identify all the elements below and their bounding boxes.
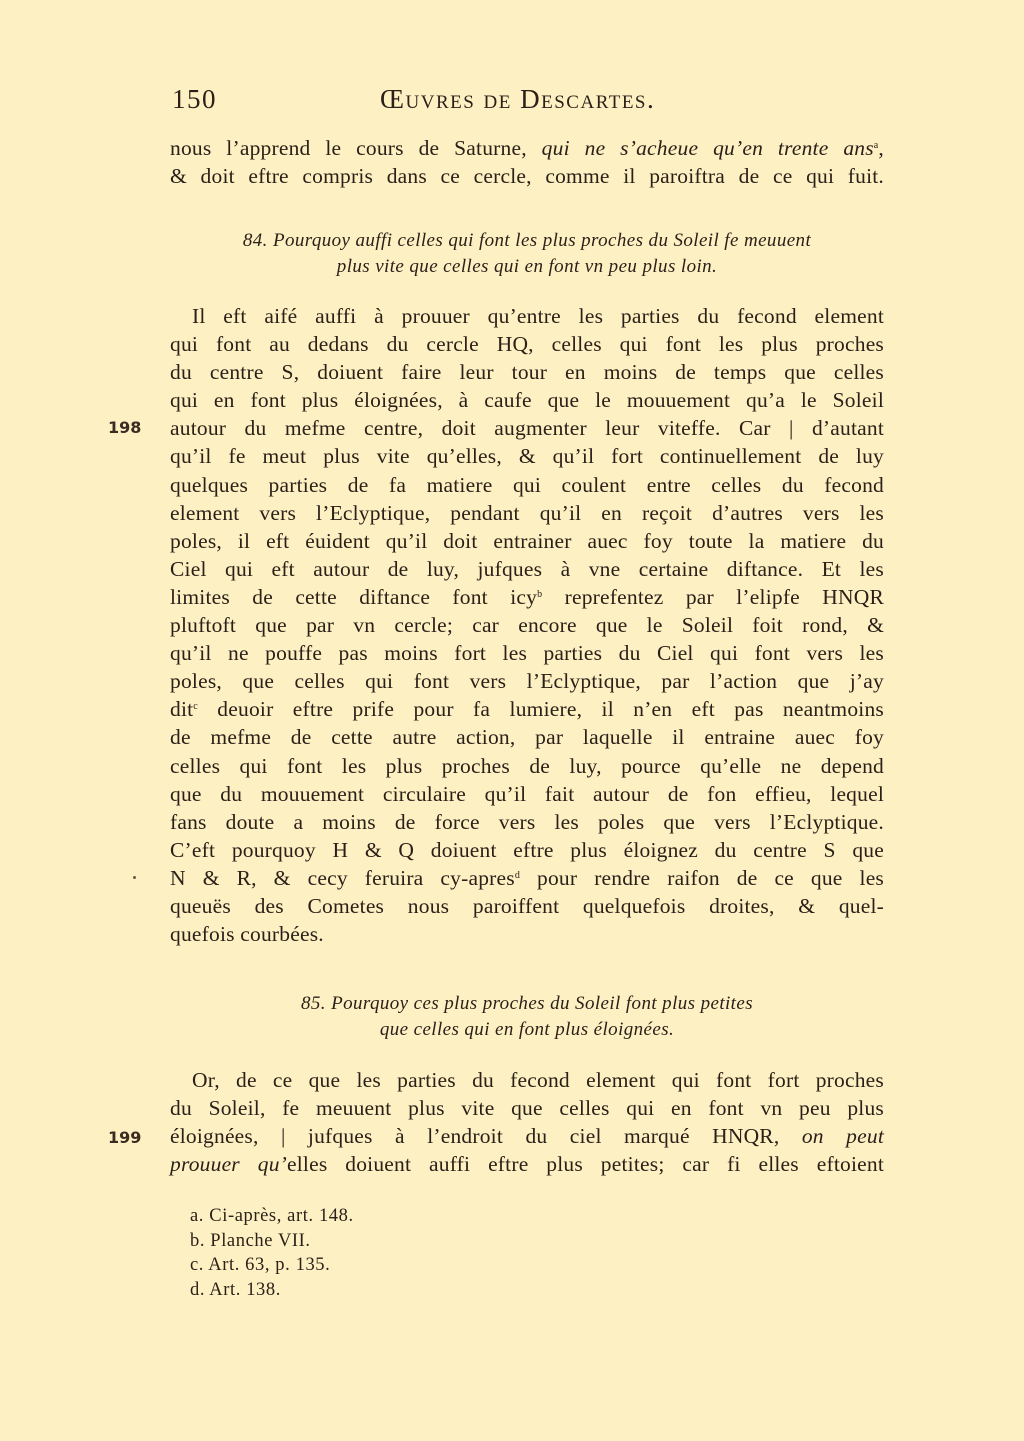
- heading-line: plus vite que celles qui en font vn peu plus loin.: [336, 256, 718, 277]
- text-line: du Soleil, fe meuuent plus vite que celles qui en font vn peu plus: [170, 1096, 884, 1121]
- footnote: a. Ci-après, art. 148.: [190, 1206, 354, 1226]
- text-line: qu’il ne pouffe pas moins fort les parties du Ciel qui font vers les: [170, 641, 884, 666]
- section-84-paragraph: [170, 302, 884, 948]
- footnote-marker: a: [873, 140, 879, 151]
- text-line: qui en font plus éloignées, à caufe que le mouuement qu’a le Soleil: [170, 388, 884, 413]
- page-number: 150: [172, 84, 217, 114]
- margin-page-ref: 198: [108, 418, 142, 437]
- text-line: poles, il eft éuident qu’il doit entrainer auec foy toute la matiere du: [170, 528, 884, 553]
- footnotes: [190, 1204, 354, 1302]
- page-header: [170, 84, 884, 120]
- footnote-marker: b: [537, 588, 543, 600]
- intro-paragraph: [170, 134, 884, 190]
- text-line: de mefme de cette autre action, par laquelle il entraine auec foy: [170, 725, 884, 750]
- section-heading-85: [170, 991, 884, 1043]
- text-line: Il eft aifé auffi à prouuer qu’entre les parties du fecond element: [192, 304, 884, 328]
- text-line: pluftoft que par vn cercle; car encore que le Soleil foit rond, &: [170, 613, 884, 638]
- text-line: C’eft pourquoy H & Q doiuent eftre plus éloignez du centre S que: [170, 837, 884, 862]
- text-line: du centre S, doiuent faire leur tour en moins de temps que celles: [170, 360, 884, 385]
- heading-line: que celles qui en font plus éloignées.: [379, 1019, 675, 1040]
- text-line: celles qui font les plus proches de luy, pource qu’elle ne depend: [170, 753, 884, 778]
- running-title: Œuvres de Descartes.: [380, 84, 656, 114]
- text-line: poles, que celles qui font vers l’Eclyptique, par l’action que j’ay: [170, 669, 884, 694]
- text-line: quelques parties de fa matiere qui coulent entre celles du fecond: [170, 472, 884, 497]
- heading-line: 84. Pourquoy auffi celles qui font les plus proches du Soleil fe meuuent: [242, 230, 812, 251]
- section-heading-84: [170, 228, 884, 280]
- italic-phrase: prouuer qu’: [170, 1152, 287, 1177]
- margin-mark: [133, 876, 136, 879]
- footnote-marker: c: [193, 701, 198, 713]
- text-line: limites de cette diftance font icy$^b$ reprefentez par l’elipfe HNQR: [170, 584, 884, 609]
- footnote: c. Art. 63, p. 135.: [190, 1255, 331, 1275]
- text-line: qu’il fe meut plus vite qu’elles, & qu’il fort continuellement de luy: [170, 444, 884, 469]
- text-line: Ciel qui eft autour de luy, jufques à vne certaine diftance. Et les: [170, 556, 884, 581]
- text-line: quefois courbées.: [170, 922, 324, 947]
- heading-line: 85. Pourquoy ces plus proches du Soleil font plus petites: [300, 993, 753, 1014]
- margin-page-ref: 199: [108, 1128, 142, 1147]
- footnote: d. Art. 138.: [190, 1279, 281, 1300]
- text-line: fans doute a moins de force vers les poles que vers l’Eclyptique.: [170, 809, 884, 834]
- text-line: element vers l’Eclyptique, pendant qu’il en reçoit d’autres vers les: [170, 500, 884, 525]
- text-line: N & R, & cecy feruira cy-apres$^d$ pour rendre raifon de ce que les: [170, 865, 885, 890]
- text-line: & doit eftre compris dans ce cercle, comme il paroiftra de ce qui fuit.: [170, 164, 884, 189]
- text-line: prouuer qu’elles doiuent auffi eftre plus petites; car fi elles eftoient: [170, 1152, 884, 1177]
- text-line: nous l’apprend le cours de Saturne, qui ne s’acheue qu’en trente ans$^a$,: [170, 136, 884, 160]
- text-line: dit$^c$ deuoir eftre prife pour fa lumiere, il n’en eft pas neantmoins: [170, 697, 884, 722]
- italic-phrase: on peut: [801, 1124, 884, 1149]
- text-line: éloignées, | jufques à l’endroit du ciel marqué HNQR, on peut: [170, 1124, 884, 1149]
- italic-phrase: qui ne s’acheue qu’en trente ans: [541, 136, 874, 160]
- footnote-marker: d: [514, 869, 521, 881]
- text-line: que du mouuement circulaire qu’il fait autour de fon effieu, lequel: [170, 781, 884, 806]
- text-line: Or, de ce que les parties du fecond element qui font fort proches: [192, 1068, 884, 1092]
- section-85-paragraph: [170, 1066, 884, 1178]
- footnote: b. Planche VII.: [190, 1230, 311, 1251]
- text-line: queuës des Cometes nous paroiffent quelquefois droites, & quel-: [170, 893, 884, 918]
- text-line: autour du mefme centre, doit augmenter leur viteffe. Car | d’autant: [170, 416, 884, 441]
- text-line: qui font au dedans du cercle HQ, celles qui font les plus proches: [170, 332, 884, 357]
